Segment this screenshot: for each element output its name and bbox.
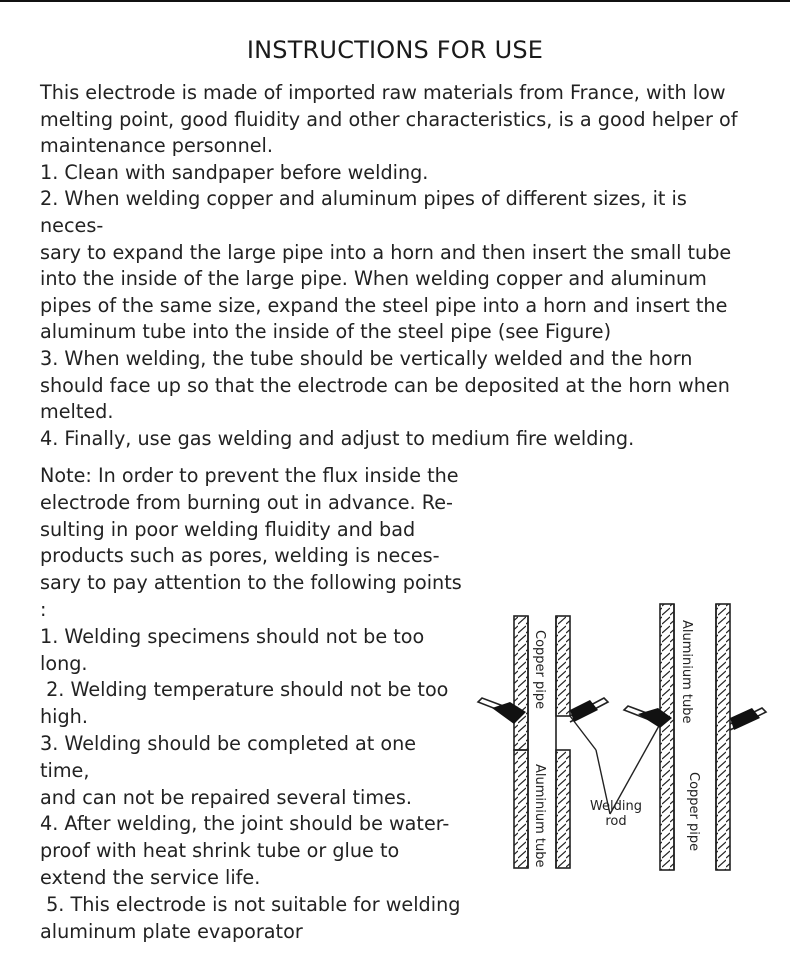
note-point-3: 3. Welding should be completed at one time, [40,731,417,782]
note-line: long. [40,651,88,675]
note-line: products such as pores, welding is neces- [40,544,440,568]
note-text [40,463,470,945]
label-welding-rod-line1: Welding [589,799,643,814]
instruction-line: maintenance personnel. [40,134,273,158]
note-point-1: 1. Welding specimens should not be too [40,624,425,648]
note-line: : [40,597,47,621]
left-aluminium-tube-wall-right [556,750,570,868]
instructions-text [40,80,740,452]
left-aluminium-tube-wall-left [514,750,528,868]
label-left-copper-pipe: Copper pipe [532,630,547,710]
note-line: and can not be repaired several times. [40,785,412,809]
top-rule [0,0,790,2]
label-right-copper-pipe: Copper pipe [686,772,701,852]
note-line: electrode from burning out in advance. Re- [40,490,453,514]
pipe-welding-figure [470,598,770,880]
note-point-2: 2. Welding temperature should not be too [40,678,449,702]
pipe-welding-diagram [470,598,770,880]
label-right-aluminium-tube: Aluminium tube [679,620,694,724]
note-line: proof with heat shrink tube or glue to [40,839,400,863]
instruction-line: sary to expand the large pipe into a horn and then insert the small tube [40,240,732,264]
note-point-4: 4. After welding, the joint should be water- [40,812,450,836]
label-left-aluminium-tube: Aluminium tube [532,764,547,868]
label-welding-rod-line2: rod [605,814,627,829]
instruction-step-2: 2. When welding copper and aluminum pipes of different sizes, it is neces- [40,187,687,237]
note-line: aluminum plate evaporator [40,919,303,943]
left-copper-pipe-wall-right [556,616,570,716]
instruction-line: melted. [40,400,114,424]
instruction-step-3: 3. When welding, the tube should be vertically welded and the horn [40,346,693,370]
instruction-step-4: 4. Finally, use gas welding and adjust to medium fire welding. [40,426,635,450]
note-line: sulting in poor welding fluidity and bad [40,517,416,541]
note-line: Note: In order to prevent the flux inside the [40,464,459,487]
note-line: sary to pay attention to the following points [40,571,462,595]
right-pipe-wall-left [660,604,674,870]
instruction-line: This electrode is made of imported raw materials from France, with low [40,81,726,104]
page-title: INSTRUCTIONS FOR USE [246,36,544,64]
left-copper-pipe-wall-left [514,616,528,750]
instruction-line: pipes of the same size, expand the steel pipe into a horn and insert the [40,293,728,317]
instruction-line: melting point, good fluidity and other characteristics, is a good helper of [40,107,738,131]
instruction-step-1: 1. Clean with sandpaper before welding. [40,160,429,184]
right-pipe-wall-right [716,604,730,870]
instruction-line: should face up so that the electrode can be deposited at the horn when [40,373,730,397]
instruction-line: aluminum tube into the inside of the steel pipe (see Figure) [40,320,612,344]
note-point-5: 5. This electrode is not suitable for welding [40,892,461,916]
note-line: extend the service life. [40,865,261,889]
instruction-line: into the inside of the large pipe. When welding copper and aluminum [40,267,707,291]
note-line: high. [40,705,88,729]
